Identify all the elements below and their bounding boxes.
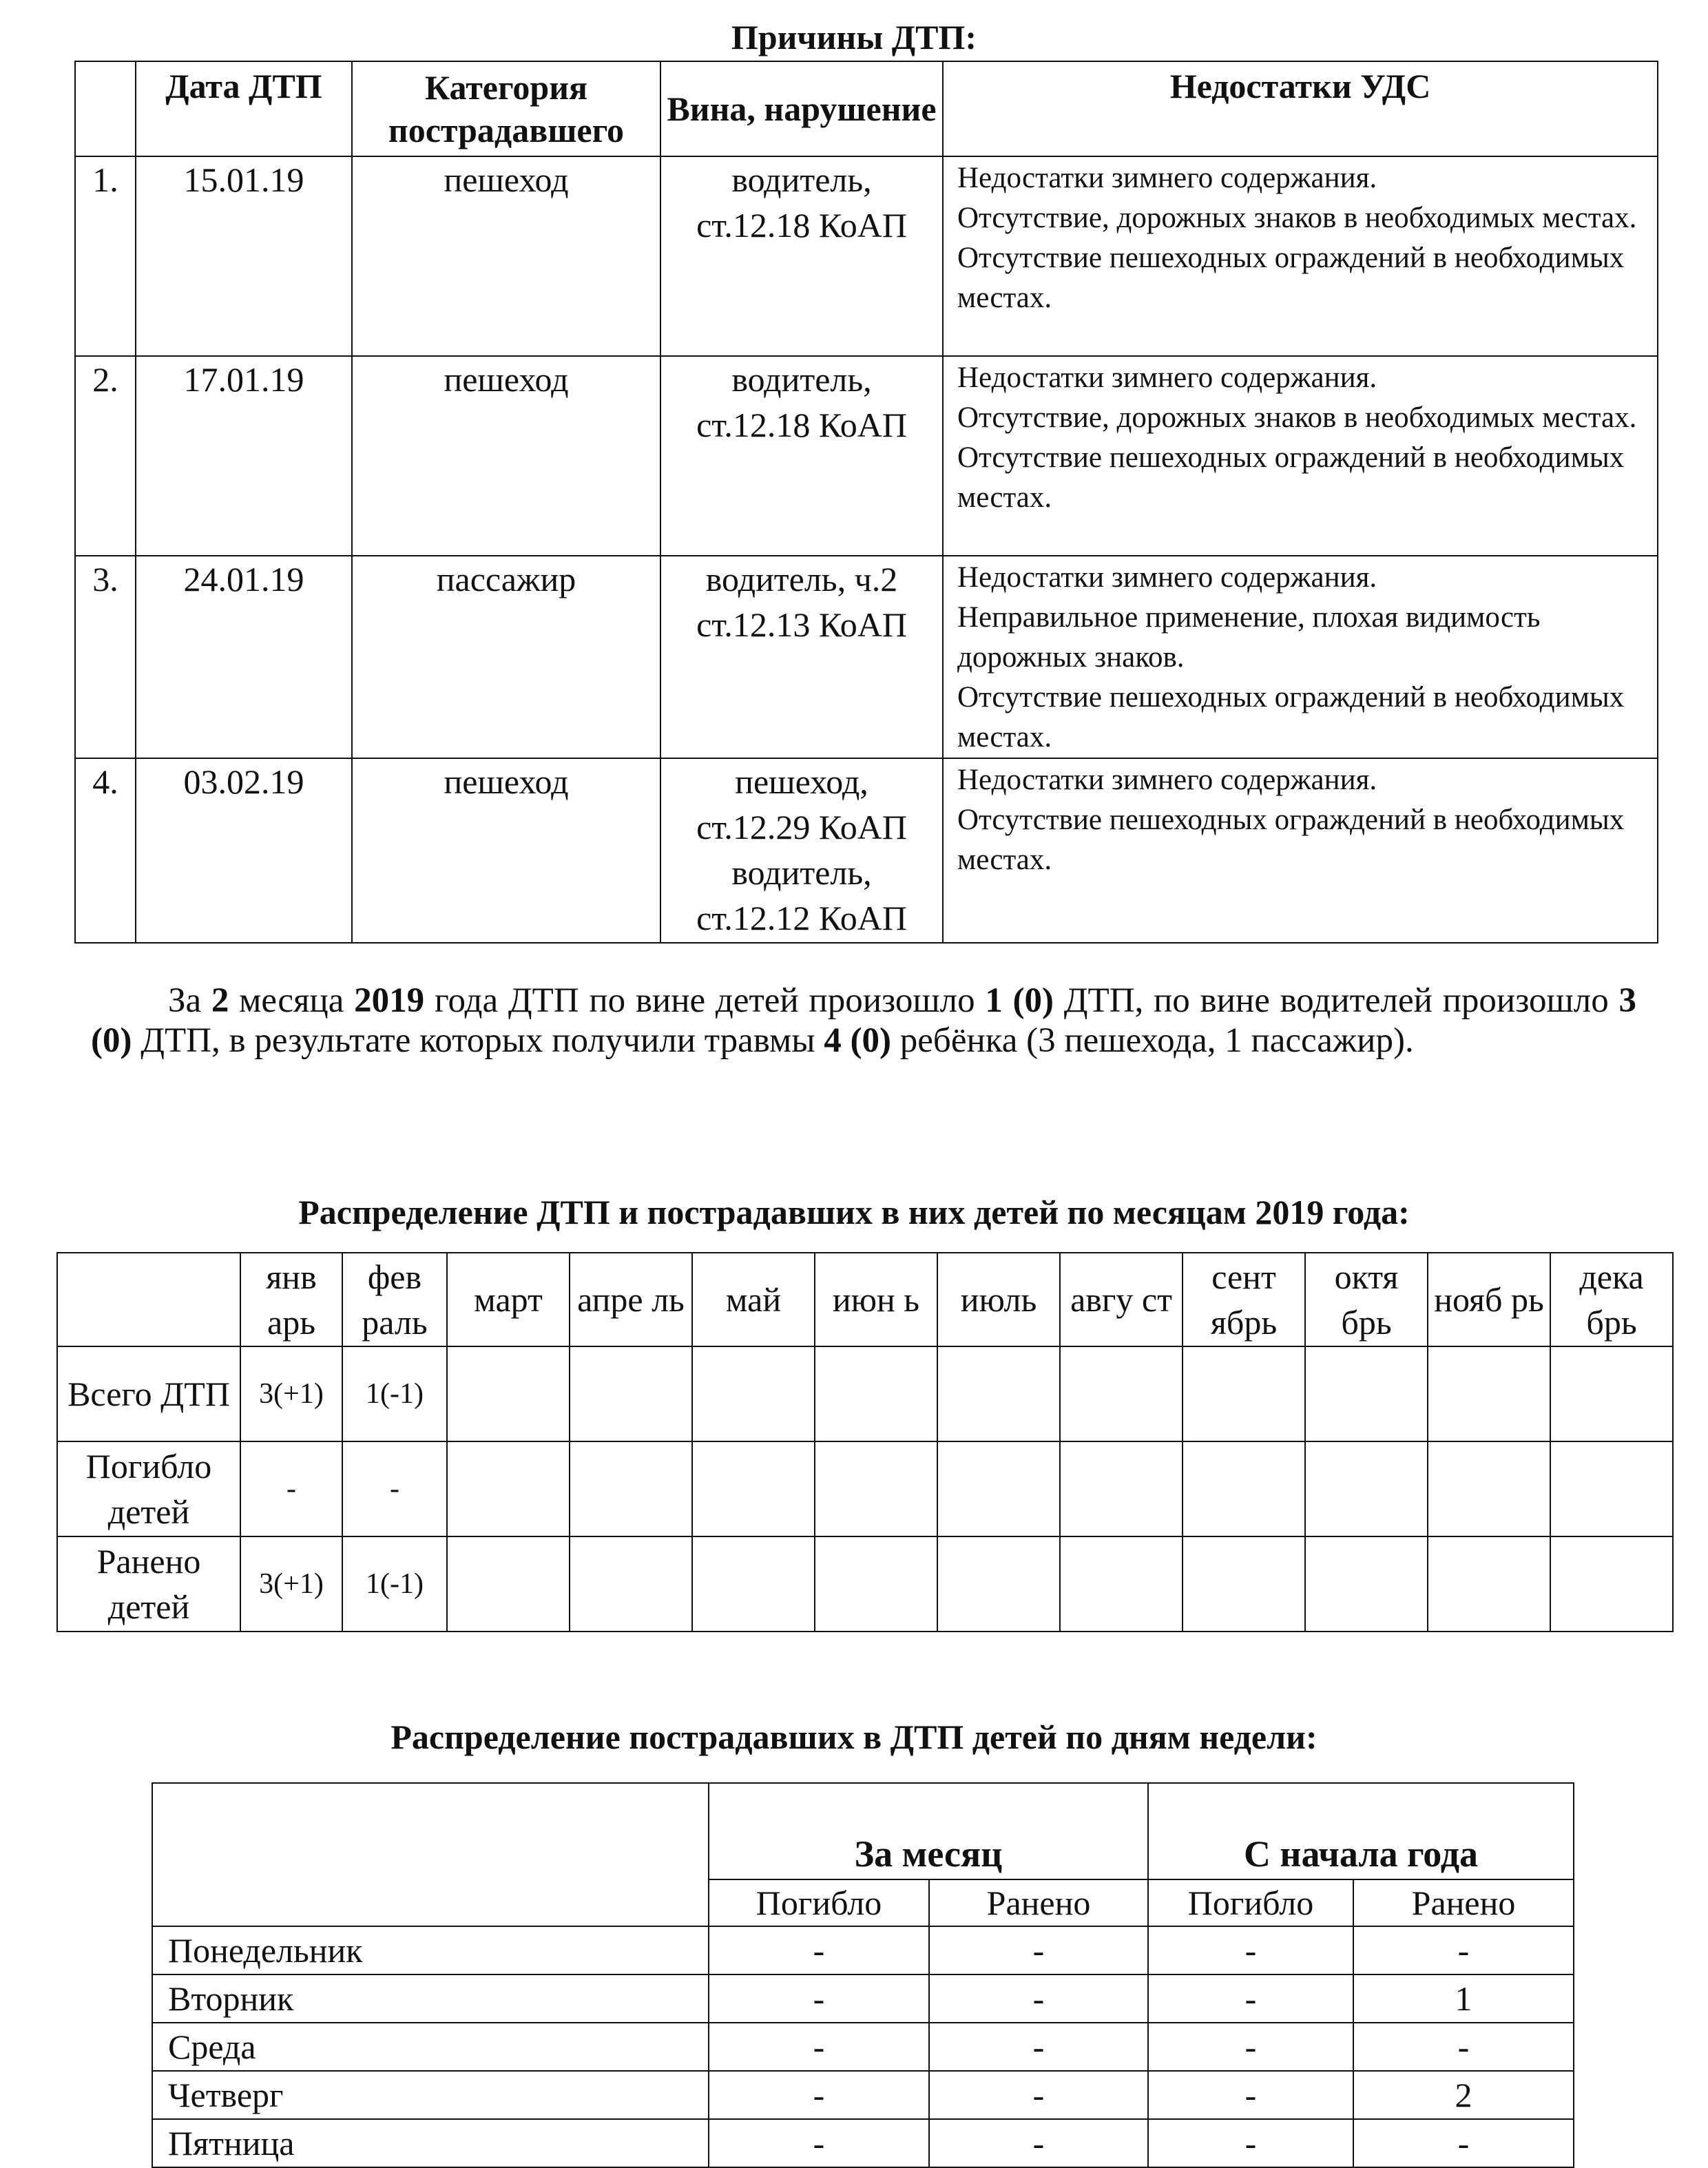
month-apr: апре ль xyxy=(570,1253,692,1346)
cell xyxy=(937,1346,1060,1441)
row-category: пешеход xyxy=(352,356,660,556)
row-fault xyxy=(660,758,943,943)
cell: - xyxy=(929,2119,1148,2167)
summary-months: 2 xyxy=(211,981,229,1020)
row-fault xyxy=(660,356,943,556)
cell: - xyxy=(240,1441,342,1536)
fault-line: ст.12.12 КоАП xyxy=(696,899,907,937)
row-uds xyxy=(943,156,1658,356)
fault-line: водитель, ч.2 xyxy=(705,560,898,598)
cell xyxy=(570,1441,692,1536)
day-label: Среда xyxy=(152,2023,709,2071)
row-label: Ранено детей xyxy=(57,1536,240,1632)
group-month: За месяц xyxy=(709,1783,1148,1879)
row-uds xyxy=(943,356,1658,556)
cell: - xyxy=(1353,2023,1574,2071)
cell: - xyxy=(1148,1926,1353,1974)
cell xyxy=(570,1536,692,1632)
row-uds xyxy=(943,556,1658,758)
uds-line: Недостатки зимнего содержания. xyxy=(957,362,1377,394)
row-num: 1. xyxy=(75,156,136,356)
month-dec: дека брь xyxy=(1550,1253,1673,1346)
cell xyxy=(1305,1536,1428,1632)
table-row xyxy=(152,1926,1574,1974)
cell: - xyxy=(1148,2119,1353,2167)
uds-line: Отсутствие пешеходных ограждений в необходимых местах. xyxy=(957,441,1625,514)
uds-line: Отсутствие пешеходных ограждений в необходимых местах. xyxy=(957,242,1625,314)
summary-paragraph xyxy=(91,981,1636,1061)
cell xyxy=(1183,1346,1305,1441)
uds-line: Отсутствие, дорожных знаков в необходимых местах. xyxy=(957,402,1637,434)
month-feb: фев раль xyxy=(342,1253,447,1346)
cell: - xyxy=(1353,1926,1574,1974)
table-row xyxy=(57,1536,1673,1632)
cell xyxy=(447,1346,570,1441)
cell: 3(+1) xyxy=(240,1346,342,1441)
summary-text: месяца xyxy=(229,981,355,1020)
uds-line: Отсутствие, дорожных знаков в необходимых местах. xyxy=(957,202,1637,234)
summary-text: ДТП, по вине водителей произошло xyxy=(1054,981,1619,1020)
month-mar: март xyxy=(447,1253,570,1346)
cell: - xyxy=(929,1974,1148,2023)
table-row xyxy=(75,356,1658,556)
uds-line: Неправильное применение, плохая видимость дорожных знаков. xyxy=(957,601,1541,674)
row-date: 03.02.19 xyxy=(136,758,352,943)
weekdays-title: Распределение пострадавших в ДТП детей по дням недели: xyxy=(390,1718,1318,1756)
row-category: пешеход xyxy=(352,758,660,943)
uds-line: Недостатки зимнего содержания. xyxy=(957,764,1377,796)
sub-killed-year: Погибло xyxy=(1148,1879,1353,1926)
fault-line: ст.12.29 КоАП xyxy=(696,808,907,846)
uds-line: Недостатки зимнего содержания. xyxy=(957,561,1377,594)
header-date: Дата ДТП xyxy=(136,61,352,156)
cell: - xyxy=(709,2023,929,2071)
cell xyxy=(570,1346,692,1441)
day-label: Вторник xyxy=(152,1974,709,2023)
fault-line: ст.12.13 КоАП xyxy=(696,605,907,644)
group-year: С начала года xyxy=(1148,1783,1574,1879)
cell: 3(+1) xyxy=(240,1536,342,1632)
uds-line: Отсутствие пешеходных ограждений в необходимых местах. xyxy=(957,804,1625,876)
cell xyxy=(1550,1441,1673,1536)
cell xyxy=(937,1441,1060,1536)
row-date: 17.01.19 xyxy=(136,356,352,556)
row-fault xyxy=(660,556,943,758)
cell: - xyxy=(1148,2071,1353,2119)
weekdays-group-row xyxy=(152,1783,1574,1879)
row-category: пассажир xyxy=(352,556,660,758)
table-row xyxy=(152,1974,1574,2023)
cell xyxy=(692,1346,815,1441)
summary-text: ДТП, в результате которых получили травмы xyxy=(132,1021,824,1060)
cell: - xyxy=(709,2119,929,2167)
cell xyxy=(1428,1346,1550,1441)
summary-children-count: 1 (0) xyxy=(985,981,1054,1020)
day-label: Понедельник xyxy=(152,1926,709,1974)
row-category: пешеход xyxy=(352,156,660,356)
cell: - xyxy=(1353,2119,1574,2167)
cell: - xyxy=(709,1926,929,1974)
table-row xyxy=(152,2119,1574,2167)
cell: 1 xyxy=(1353,1974,1574,2023)
cell: - xyxy=(929,2023,1148,2071)
months-title: Распределение ДТП и пострадавших в них детей по месяцам 2019 года: xyxy=(298,1193,1410,1231)
header-category: Категория пострадавшего xyxy=(352,61,660,156)
sub-killed-month: Погибло xyxy=(709,1879,929,1926)
month-oct: октя брь xyxy=(1305,1253,1428,1346)
cell xyxy=(447,1441,570,1536)
summary-injured-count: 4 (0) xyxy=(824,1021,891,1060)
fault-line: пешеход, xyxy=(735,762,868,801)
table-row xyxy=(75,156,1658,356)
cell xyxy=(815,1346,937,1441)
row-uds xyxy=(943,758,1658,943)
cell: - xyxy=(709,2071,929,2119)
day-label: Пятница xyxy=(152,2119,709,2167)
row-num: 3. xyxy=(75,556,136,758)
summary-year: 2019 xyxy=(354,981,425,1020)
cell: 1(-1) xyxy=(342,1536,447,1632)
row-date: 15.01.19 xyxy=(136,156,352,356)
cell: - xyxy=(929,2071,1148,2119)
fault-line: водитель, xyxy=(731,360,872,399)
month-sep: сент ябрь xyxy=(1183,1253,1305,1346)
cell xyxy=(1305,1441,1428,1536)
day-label: Четверг xyxy=(152,2071,709,2119)
header-uds: Недостатки УДС xyxy=(943,61,1658,156)
months-table xyxy=(56,1252,1674,1632)
uds-line: Отсутствие пешеходных ограждений в необходимых местах. xyxy=(957,681,1625,753)
sub-injured-month: Ранено xyxy=(929,1879,1148,1926)
cell: - xyxy=(1148,1974,1353,2023)
weekdays-table xyxy=(152,1782,1574,2168)
month-may: май xyxy=(692,1253,815,1346)
summary-text: ребёнка (3 пешехода, 1 пассажир). xyxy=(891,1021,1414,1060)
table-row xyxy=(75,556,1658,758)
fault-line: водитель, xyxy=(731,160,872,199)
table-row xyxy=(152,2071,1574,2119)
month-jun: июн ь xyxy=(815,1253,937,1346)
table-row xyxy=(57,1441,1673,1536)
cell xyxy=(1060,1441,1183,1536)
row-num: 4. xyxy=(75,758,136,943)
months-header-row xyxy=(57,1253,1673,1346)
cell xyxy=(815,1441,937,1536)
cell xyxy=(692,1536,815,1632)
summary-text: За xyxy=(168,981,211,1020)
causes-table xyxy=(74,61,1658,944)
cell: 2 xyxy=(1353,2071,1574,2119)
cell xyxy=(692,1441,815,1536)
cell xyxy=(1550,1536,1673,1632)
table-row xyxy=(75,758,1658,943)
cell: - xyxy=(929,1926,1148,1974)
cell xyxy=(1305,1346,1428,1441)
cell xyxy=(937,1536,1060,1632)
cell: 1(-1) xyxy=(342,1346,447,1441)
row-fault xyxy=(660,156,943,356)
table-row xyxy=(57,1346,1673,1441)
header-fault: Вина, нарушение xyxy=(660,61,943,156)
row-num: 2. xyxy=(75,356,136,556)
month-nov: нояб рь xyxy=(1428,1253,1550,1346)
row-date: 24.01.19 xyxy=(136,556,352,758)
causes-header-row xyxy=(75,61,1658,156)
cell xyxy=(1428,1441,1550,1536)
weekdays-corner xyxy=(152,1783,709,1926)
cell xyxy=(1060,1536,1183,1632)
cell xyxy=(1183,1441,1305,1536)
cell xyxy=(1060,1346,1183,1441)
table-row xyxy=(152,2023,1574,2071)
fault-line: ст.12.18 КоАП xyxy=(696,206,907,244)
months-corner xyxy=(57,1253,240,1346)
row-label: Всего ДТП xyxy=(57,1346,240,1441)
month-jul: июль xyxy=(937,1253,1060,1346)
cell xyxy=(1183,1536,1305,1632)
cell: - xyxy=(709,1974,929,2023)
header-num xyxy=(75,61,136,156)
row-label: Погибло детей xyxy=(57,1441,240,1536)
cell xyxy=(815,1536,937,1632)
uds-line: Недостатки зимнего содержания. xyxy=(957,162,1377,194)
cell: - xyxy=(342,1441,447,1536)
cell xyxy=(1428,1536,1550,1632)
summary-text: года ДТП по вине детей произошло xyxy=(424,981,986,1020)
causes-title: Причины ДТП: xyxy=(731,18,977,56)
fault-line: ст.12.18 КоАП xyxy=(696,406,907,444)
cell xyxy=(1550,1346,1673,1441)
sub-injured-year: Ранено xyxy=(1353,1879,1574,1926)
summary-drivers-count: 3 (0) xyxy=(91,981,1636,1060)
fault-line: водитель, xyxy=(731,853,872,892)
month-jan: янв арь xyxy=(240,1253,342,1346)
cell xyxy=(447,1536,570,1632)
cell: - xyxy=(1148,2023,1353,2071)
month-aug: авгу ст xyxy=(1060,1253,1183,1346)
